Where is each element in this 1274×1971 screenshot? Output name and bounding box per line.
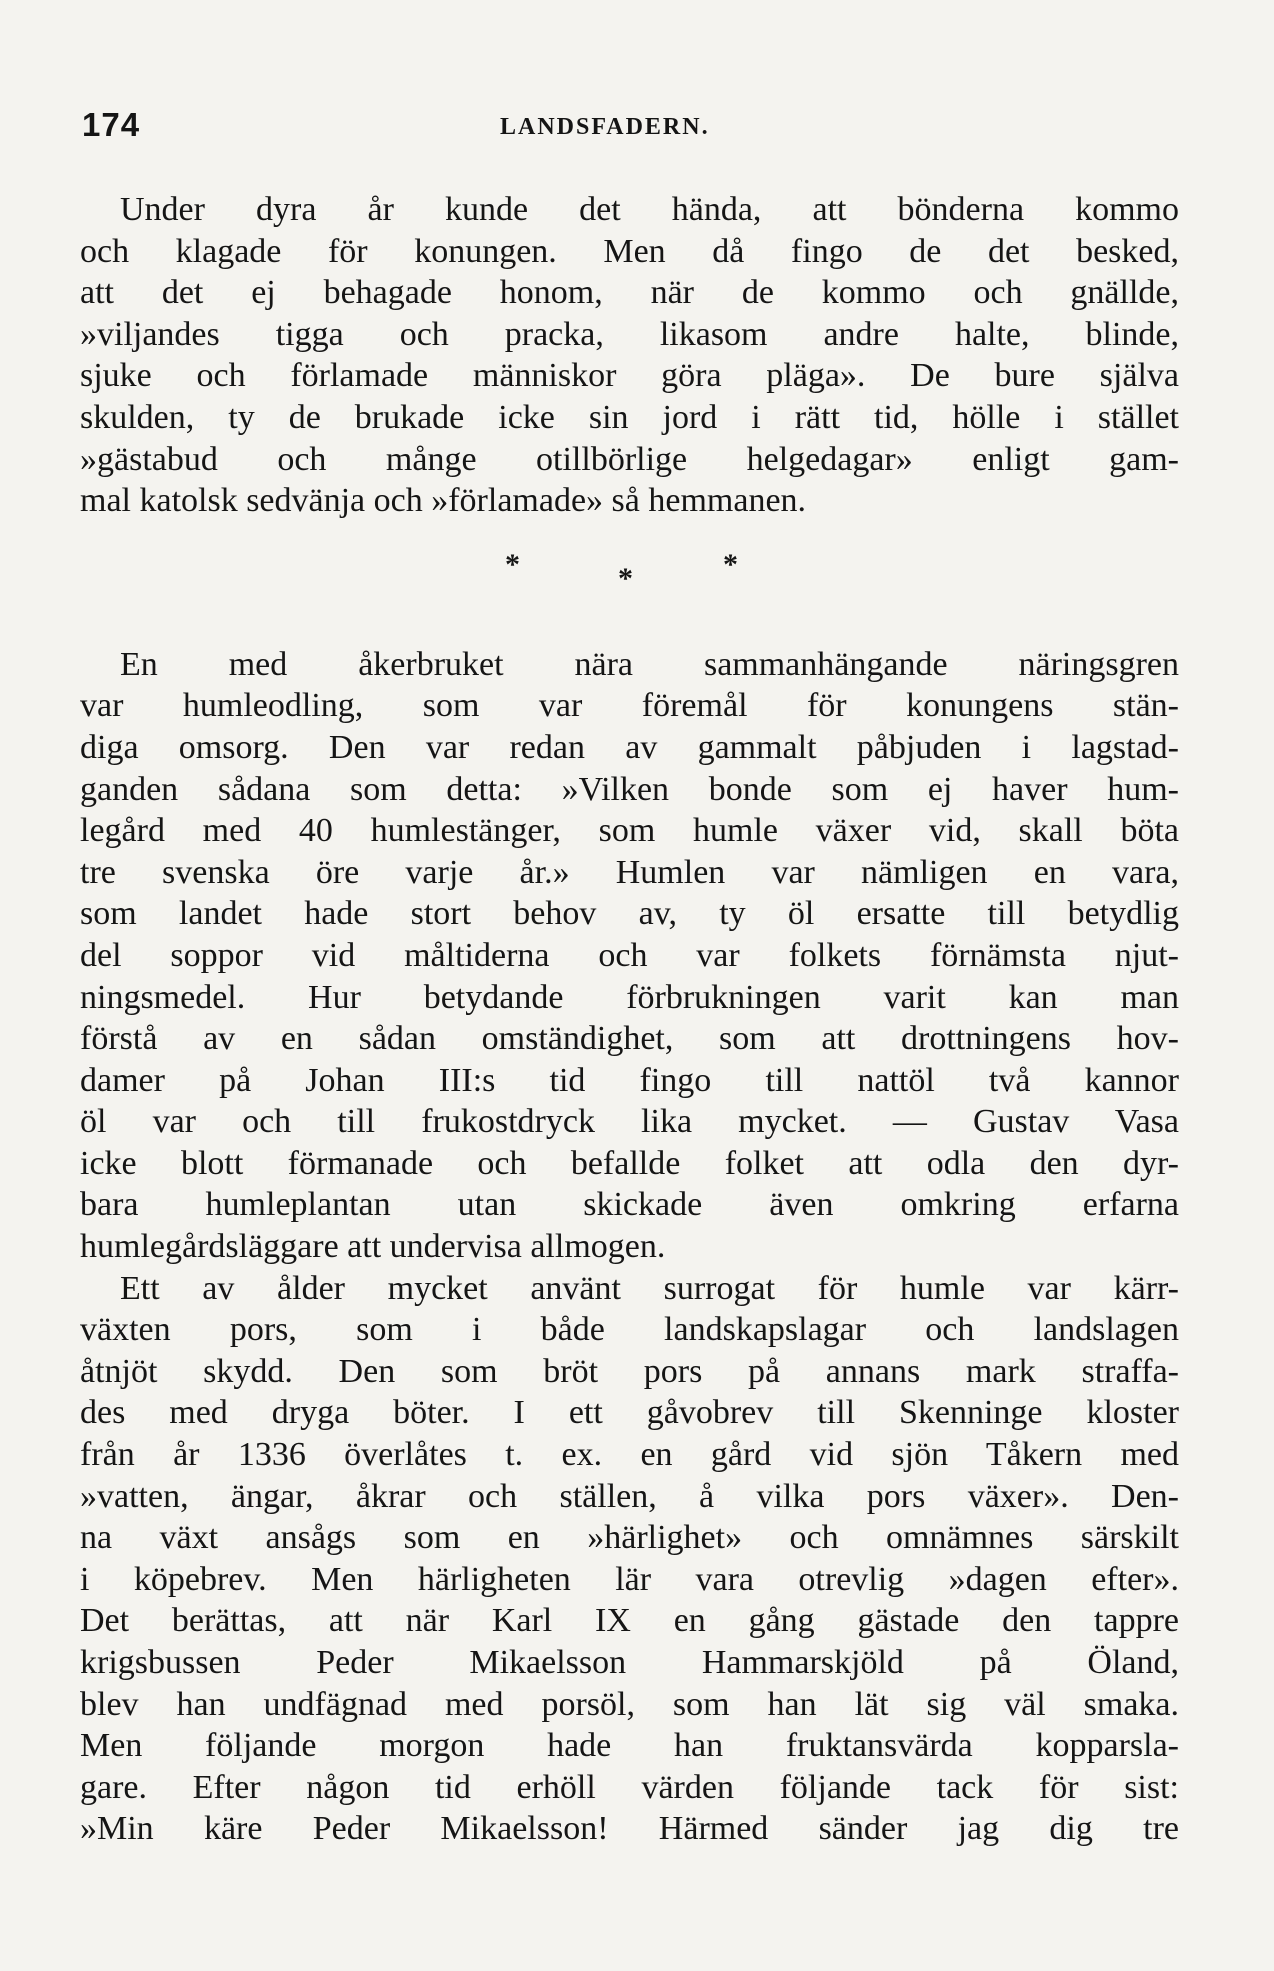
text-line: sjuke och förlamade människor göra pläga». De bure själva	[80, 357, 1179, 395]
text-line: blev han undfägnad med porsöl, som han lät sig väl smaka.	[80, 1685, 1179, 1723]
text-line: »vatten, ängar, åkrar och ställen, å vilka pors växer». Den-	[80, 1477, 1179, 1515]
section-separator	[80, 522, 1179, 644]
text-line: krigsbussen Peder Mikaelsson Hammarskjöld på Öland,	[80, 1644, 1179, 1681]
text-line: åtnjöt skydd. Den som bröt pors på annans mark straffa-	[80, 1352, 1179, 1390]
text-line: »viljandes tigga och pracka, likasom andre halte, blinde,	[80, 315, 1179, 353]
paragraph-1	[80, 189, 1179, 522]
text-line: att det ej behagade honom, när de kommo och gnällde,	[80, 274, 1179, 312]
text-line: icke blott förmanade och befallde folket att odla den dyr-	[80, 1144, 1179, 1182]
text-line: »Min käre Peder Mikaelsson! Härmed sänder jag dig tre	[80, 1810, 1179, 1848]
text-line: damer på Johan III:s tid fingo till nattöl två kannor	[80, 1061, 1179, 1099]
page-number: 174	[82, 106, 141, 143]
text-line: var humleodling, som var föremål för konungens stän-	[80, 687, 1179, 725]
text-line: skulden, ty de brukade icke sin jord i rätt tid, hölle i stället	[80, 398, 1179, 436]
running-title: LANDSFADERN.	[500, 114, 710, 140]
body-text	[80, 189, 1179, 1850]
paragraph-2	[80, 644, 1179, 1268]
separator-star: *	[618, 561, 633, 595]
text-line: legård med 40 humlestänger, som humle växer vid, skall böta	[80, 812, 1179, 850]
text-line: gare. Efter någon tid erhöll värden följande tack för sist:	[80, 1768, 1179, 1806]
text-line: i köpebrev. Men härligheten lär vara otrevlig »dagen efter».	[80, 1560, 1179, 1598]
text-line: Men följande morgon hade han fruktansvärda kopparsla-	[80, 1727, 1179, 1765]
running-head	[82, 106, 1182, 146]
text-line: Det berättas, att när Karl IX en gång gästade den tappre	[80, 1602, 1179, 1640]
text-line: från år 1336 överlåtes t. ex. en gård vid sjön Tåkern med	[80, 1436, 1179, 1474]
text-line: öl var och till frukostdryck lika mycket. — Gustav Vasa	[80, 1103, 1179, 1141]
text-line: Under dyra år kunde det hända, att bönderna kommo	[120, 191, 1179, 228]
text-line: och klagade för konungen. Men då fingo de det besked,	[80, 232, 1179, 270]
text-line: En med åkerbruket nära sammanhängande näringsgren	[120, 645, 1179, 683]
paragraph-3	[80, 1268, 1179, 1850]
text-line: växten pors, som i både landskapslagar och landslagen	[80, 1311, 1179, 1349]
separator-star: *	[505, 547, 520, 581]
text-line: del soppor vid måltiderna och var folkets förnämsta njut-	[80, 936, 1179, 974]
text-line: Ett av ålder mycket använt surrogat för humle var kärr-	[120, 1269, 1179, 1307]
text-line: tre svenska öre varje år.» Humlen var nämligen en vara,	[80, 853, 1179, 891]
text-line: bara humleplantan utan skickade även omkring erfarna	[80, 1186, 1179, 1224]
text-line: na växt ansågs som en »härlighet» och omnämnes särskilt	[80, 1519, 1179, 1557]
text-line: ningsmedel. Hur betydande förbrukningen varit kan man	[80, 978, 1179, 1016]
separator-star: *	[723, 547, 738, 581]
text-line: »gästabud och månge otillbörlige helgedagar» enligt gam-	[80, 440, 1179, 478]
text-line: ganden sådana som detta: »Vilken bonde som ej haver hum-	[80, 770, 1179, 808]
text-line: mal katolsk sedvänja och »förlamade» så hemmanen.	[80, 482, 807, 520]
text-line: humlegårdsläggare att undervisa allmogen.	[80, 1228, 666, 1266]
text-line: förstå av en sådan omständighet, som att drottningens hov-	[80, 1020, 1179, 1058]
text-line: som landet hade stort behov av, ty öl ersatte till betydlig	[80, 895, 1179, 933]
text-line: diga omsorg. Den var redan av gammalt påbjuden i lagstad-	[80, 728, 1179, 766]
text-line: des med dryga böter. I ett gåvobrev till Skenninge kloster	[80, 1394, 1179, 1432]
